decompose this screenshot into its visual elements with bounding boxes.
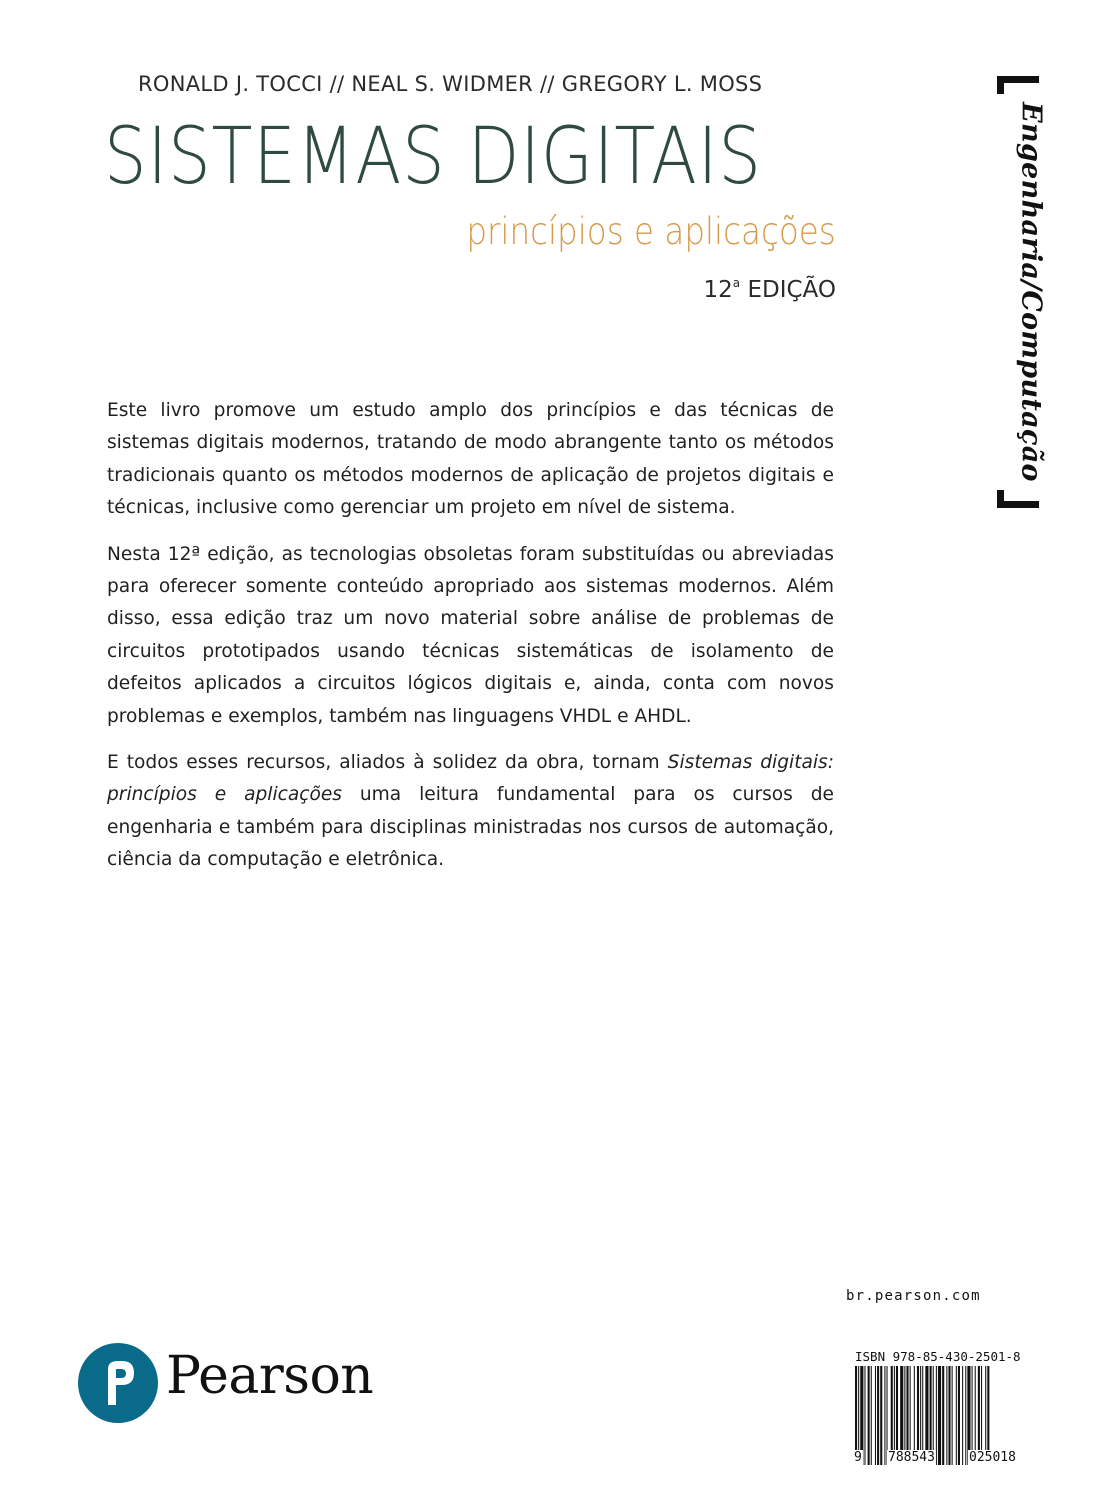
bracket-bottom-bar bbox=[997, 501, 1039, 508]
description bbox=[107, 395, 834, 891]
edition-number: 12 bbox=[703, 277, 733, 303]
barcode-digits-left: 788543 bbox=[888, 1450, 935, 1465]
category-label: Engenharia/Computação bbox=[1015, 102, 1047, 482]
barcode-digits-right: 025018 bbox=[969, 1450, 1016, 1465]
book-subtitle: princípios e aplicações bbox=[466, 210, 836, 253]
isbn-label: ISBN 978-85-430-2501-8 bbox=[855, 1349, 1021, 1364]
edition-label bbox=[704, 276, 836, 303]
barcode-digit-first: 9 bbox=[854, 1450, 862, 1465]
category-bracket bbox=[985, 76, 1045, 508]
pearson-logo-icon bbox=[78, 1343, 158, 1423]
publisher-url: br.pearson.com bbox=[846, 1288, 981, 1304]
authors-line: RONALD J. TOCCI // NEAL S. WIDMER // GREGORY L. MOSS bbox=[138, 72, 763, 96]
description-paragraph-2: Nesta 12ª edição, as tecnologias obsoletas foram substituídas ou abreviadas para oferecer somente conteúdo apropriado aos sistemas modernos. Além disso, essa edição traz um novo material sobre análise de problemas de circuitos prototipados usando técnicas sistemáticas de isolamento de defeitos aplicados a circuitos lógicos digitais e, ainda, conta com novos problemas e exemplos, também nas linguagens VHDL e AHDL. bbox=[107, 543, 834, 727]
book-title: SISTEMAS DIGITAIS bbox=[104, 112, 762, 202]
p3-end: uma leitura fundamental para os cursos de engenharia e também para disciplinas ministradas nos cursos de automação, ciência da computação e eletrônica. bbox=[107, 784, 834, 871]
bracket-vertical-top bbox=[997, 76, 1004, 94]
edition-ordinal: a bbox=[732, 276, 741, 290]
barcode-digits bbox=[853, 1450, 1042, 1470]
book-title-italic: Sistemas digitais: princípios e aplicações bbox=[107, 752, 834, 806]
p3-start: E todos esses recursos, aliados à solidez da obra, tornam bbox=[107, 752, 668, 774]
edition-word: EDIÇÃO bbox=[747, 277, 836, 303]
description-paragraph-3 bbox=[107, 747, 834, 877]
publisher-name: Pearson bbox=[166, 1346, 374, 1406]
description-paragraph-1: Este livro promove um estudo amplo dos princípios e das técnicas de sistemas digitais modernos, tratando de modo abrangente tanto os métodos tradicionais quanto os métodos modernos de aplicação de projetos digitais e técnicas, inclusive como gerenciar um projeto em nível de sistema. bbox=[107, 400, 834, 519]
